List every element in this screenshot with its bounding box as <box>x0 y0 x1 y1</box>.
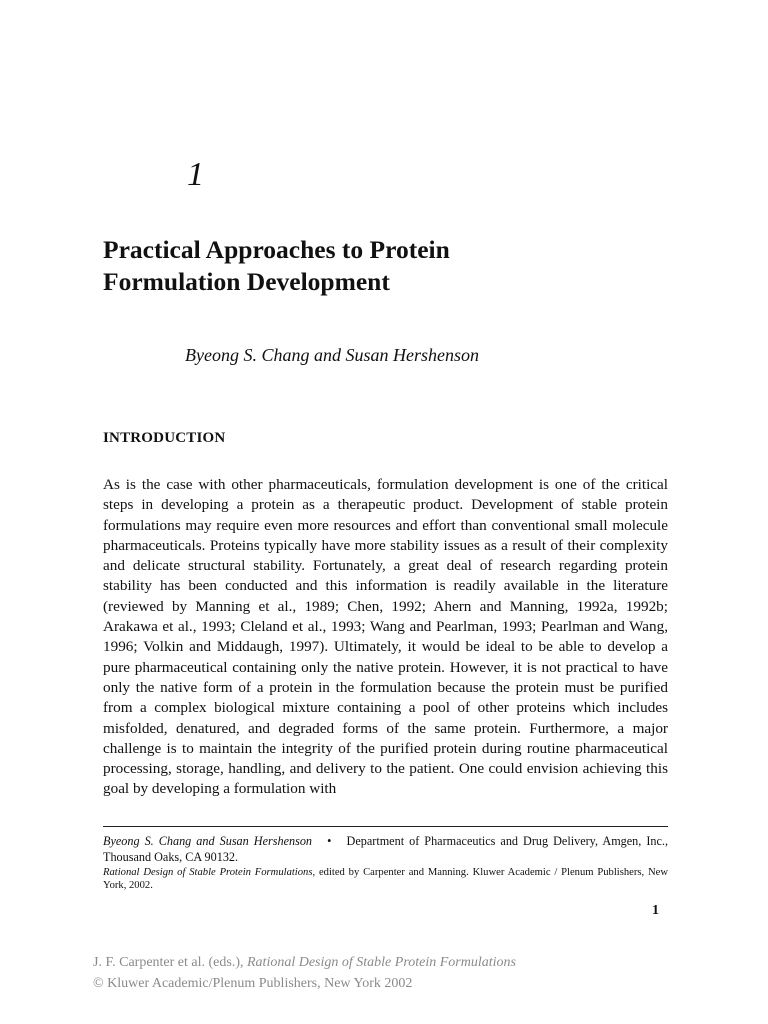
chapter-title-line-2: Formulation Development <box>103 267 390 296</box>
footnote-affiliation: Department of Pharmaceutics and Drug Delivery, Amgen, Inc., Thousand Oaks, CA 90132. <box>103 834 669 864</box>
chapter-authors: Byeong S. Chang and Susan Hershenson <box>185 345 479 365</box>
section-heading: INTRODUCTION <box>103 430 226 446</box>
footnote-book-title: Rational Design of Stable Protein Formulations <box>103 867 313 878</box>
credit-editors: J. F. Carpenter et al. (eds.), <box>93 955 247 970</box>
chapter-title-line-1: Practical Approaches to Protein <box>103 235 450 264</box>
book-citation-footnote <box>103 866 668 892</box>
credit-citation-line <box>93 952 516 973</box>
footnote-authors: Byeong S. Chang and Susan Hershenson <box>103 834 313 848</box>
chapter-title <box>103 234 683 298</box>
credit-book-title: Rational Design of Stable Protein Formulations <box>247 955 516 970</box>
footnote-bullet: • <box>327 834 332 848</box>
credit-copyright: © Kluwer Academic/Plenum Publishers, New York 2002 <box>93 976 413 991</box>
author-affiliation-footnote <box>103 833 668 865</box>
page-number: 1 <box>652 903 659 918</box>
chapter-number: 1 <box>187 156 204 193</box>
footnote-book-details: , edited by Carpenter and Manning. Kluwer Academic / Plenum Publishers, New York, 2002. <box>103 867 668 891</box>
footnote-divider <box>103 826 668 827</box>
body-paragraph: As is the case with other pharmaceuticals, formulation development is one of the critical steps in developing a protein as a therapeutic product. Development of stable protein formulations may require even more resources and effort than conventional small molecule pharmaceuticals. Proteins typically have more stability issues as a result of their complexity and delicate structural stability. Fortunately, a great deal of research regarding protein stability has been conducted and this information is readily available in the literature (reviewed by Manning et al., 1989; Chen, 1992; Ahern and Manning, 1992a, 1992b; Arakawa et al., 1993; Cleland et al., 1993; Wang and Pearlman, 1993; Pearlman and Wang, 1996; Volkin and Middaugh, 1997). Ultimately, it would be ideal to be able to develop a pure pharmaceutical containing only the native protein. However, it is not practical to have only the native form of a protein in the formulation because the protein must be purified from a complex biological mixture containing a pool of other proteins which includes misfolded, denatured, and degraded forms of the same protein. Furthermore, a major challenge is to maintain the integrity of the purified protein during routine pharmaceutical processing, storage, handling, and delivery to the patient. One could envision achieving this goal by developing a formulation with <box>103 476 668 798</box>
publisher-credit <box>93 952 516 994</box>
